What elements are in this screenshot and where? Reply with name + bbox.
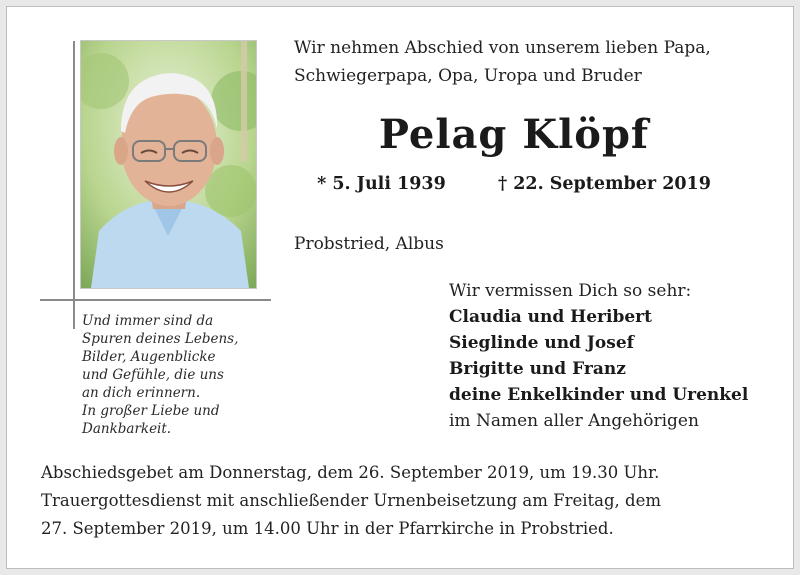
family-closing: im Namen aller Angehörigen [449,411,699,431]
family-intro: Wir vermissen Dich so sehr: [449,281,692,301]
service-notices [41,459,786,543]
prayer-notice: Abschiedsgebet am Donnerstag, dem 26. September 2019, um 19.30 Uhr. [41,463,660,482]
obituary-card [6,6,794,569]
family-mourners [449,278,789,434]
family-member: Brigitte und Franz [449,359,626,379]
farewell-intro [294,34,784,90]
poem-line: an dich erinnern. [82,385,201,401]
memorial-poem [82,312,272,438]
vertical-rule [73,41,75,329]
life-dates [294,174,734,194]
family-member: Sieglinde und Josef [449,333,634,353]
deceased-name: Pelag Klöpf [378,111,650,158]
birth-date: * 5. Juli 1939 [317,174,446,194]
poem-line: Spuren deines Lebens, [82,331,239,347]
intro-line-1: Wir nehmen Abschied von unserem lieben Papa, [294,38,711,58]
funeral-service-line-1: Trauergottesdienst mit anschließender Urnenbeisetzung am Freitag, dem [41,491,661,510]
portrait-photo [80,40,257,289]
family-member: Claudia und Heribert [449,307,652,327]
poem-line: In großer Liebe und [82,403,220,419]
funeral-service-line-2: 27. September 2019, um 14.00 Uhr in der Pfarrkirche in Probstried. [41,519,614,538]
poem-line: Bilder, Augenblicke [82,349,216,365]
death-date: † 22. September 2019 [497,174,711,194]
poem-line: und Gefühle, die uns [82,367,224,383]
poem-line: Dankbarkeit. [82,421,172,437]
intro-line-2: Schwiegerpapa, Opa, Uropa und Bruder [294,66,642,86]
horizontal-rule [40,299,271,301]
residence-place: Probstried, Albus [294,234,444,254]
family-member: deine Enkelkinder und Urenkel [449,385,749,405]
poem-line: Und immer sind da [82,313,214,329]
